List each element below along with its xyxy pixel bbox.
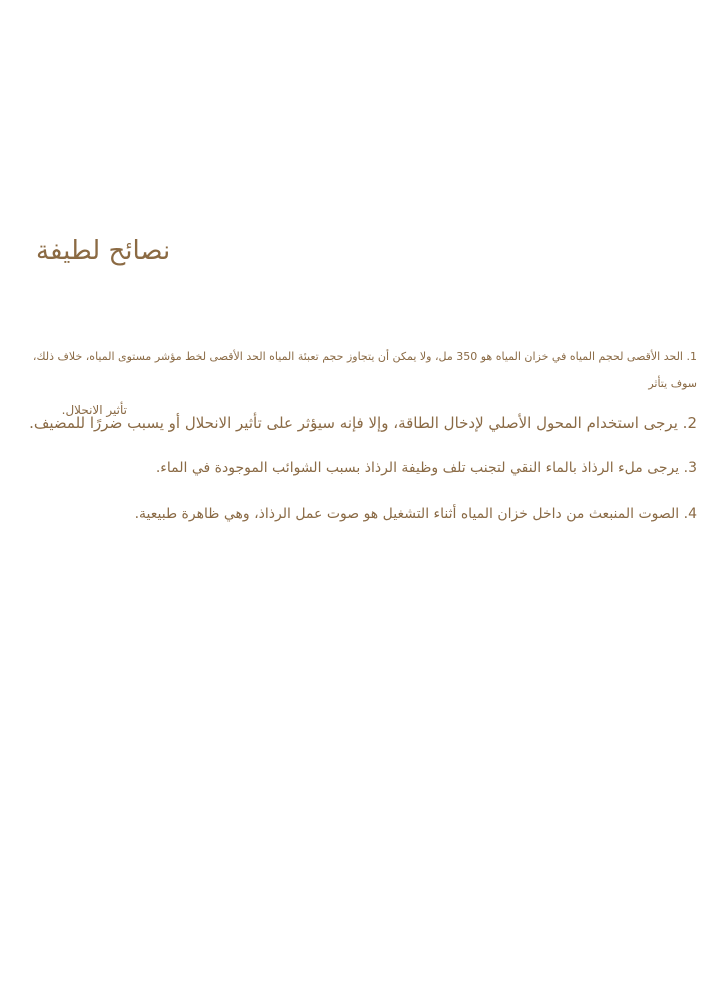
tip-item-2: [29, 414, 697, 432]
tip-number: 1.: [686, 350, 697, 363]
tip-item-3: [156, 460, 697, 476]
tip-text: الصوت المنبعث من داخل خزان المياه أثناء التشغيل هو صوت عمل الرذاذ، وهي ظاهرة طبيعية.: [134, 506, 680, 522]
tip-text: يرجى استخدام المحول الأصلي لإدخال الطاقة، وإلا فإنه سيؤثر على تأثير الانحلال أو يسبب ضررًا للمضيف.: [29, 414, 678, 432]
page-title: نصائح لطيفة: [36, 236, 171, 266]
tip-number: 4.: [683, 506, 697, 522]
tip-number: 2.: [682, 414, 697, 432]
tip-number: 3.: [683, 460, 697, 476]
tip-item-1: [32, 343, 697, 424]
tip-continuation-text: تأثير الانحلال.: [61, 403, 127, 417]
tip-text: يرجى ملء الرذاذ بالماء النقي لتجنب تلف وظيفة الرذاذ بسبب الشوائب الموجودة في الماء.: [155, 460, 680, 476]
tip-item-4: [135, 506, 697, 522]
tip-text: الحد الأقصى لحجم المياه في خزان المياه هو 350 مل، ولا يمكن أن يتجاوز حجم تعبئة المياه الحد الأقصى لخط مؤشر مستوى المياه، خلاف ذلك، سوف يتأثر: [32, 350, 697, 390]
